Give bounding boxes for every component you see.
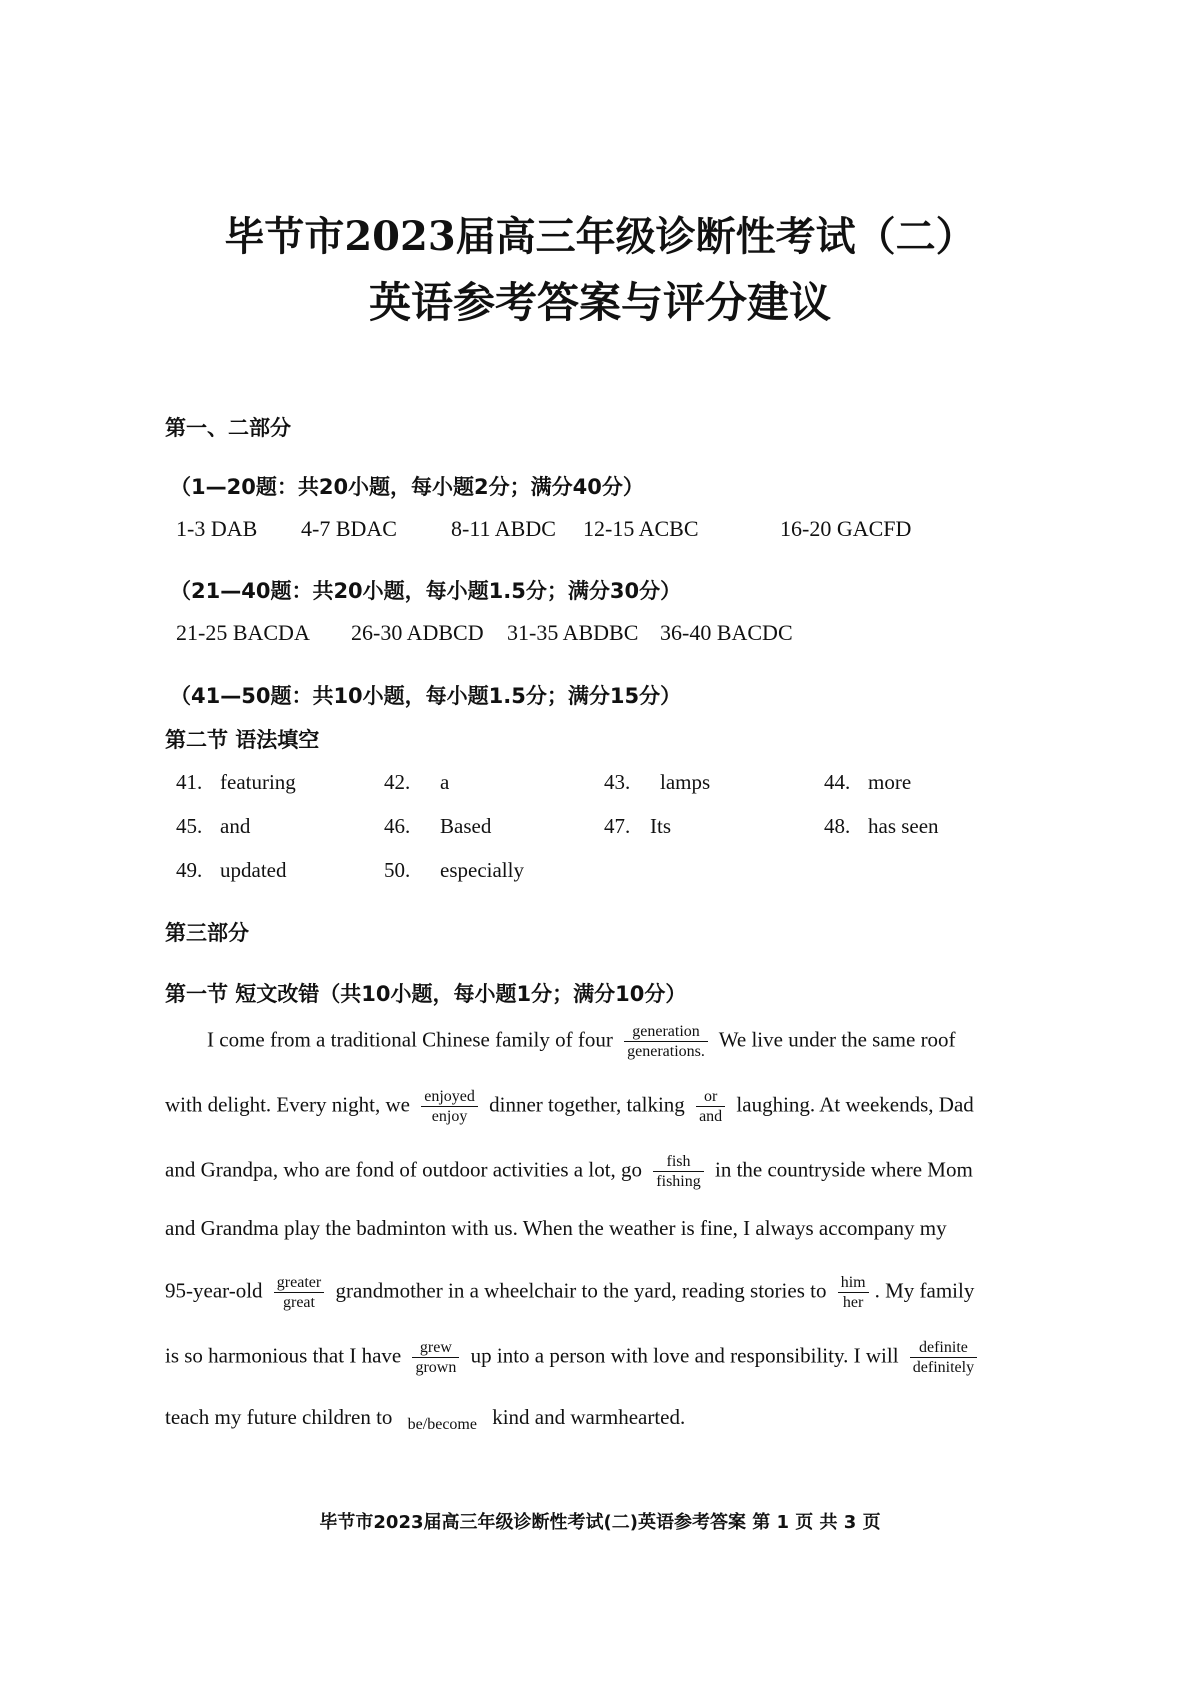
grammar-num: 46. [384,814,411,838]
answer-group: 12-15 ACBC [583,516,699,541]
part3-heading: 第三部分 [165,921,249,945]
correction-mark: $\frac{\text{fish}}{\text{fishing}}$ [653,1152,703,1191]
note-21-40: （21—40题：共20小题，每小题1.5分；满分30分） [170,579,682,603]
correction-mark: $\frac{\text{generation}}{\text{generations.}}$ [624,1022,708,1061]
passage-line: with delight. Every night, we $\frac{\text{enjoyed}}{\text{enjoy}}$ dinner together, talking $\frac{or}{\text{and}}$ laughing. At weekends, Dad [165,1088,974,1125]
passage-line: is so harmonious that I have $\frac{\text{grew}}{\text{grown}}$ up into a person with love and responsibility. I will $\frac{\text{definite}}{\text{definitely}}$ [165,1338,1035,1377]
grammar-answer: has seen [868,814,939,838]
correction-mark: $\frac{\text{him}}{\text{her}}$ [838,1273,869,1312]
grammar-answer: featuring [220,770,296,794]
passage-line: and Grandpa, who are fond of outdoor activities a lot, go $\frac{\text{fish}}{\text{fishing}}$ in the countryside where Mom [165,1153,973,1190]
page-subtitle: 英语参考答案与评分建议 [368,278,831,327]
correction-mark: $\frac{\text{definite}}{\text{definitely}}$ [910,1338,977,1377]
grammar-answer: updated [220,858,287,882]
correction-mark: $\frac{\text{greater}}{\text{great}}$ [274,1273,324,1312]
grammar-num: 43. [604,770,631,794]
passage-line: and Grandma play the badminton with us. When the weather is fine, I always accompany my [165,1216,947,1240]
grammar-num: 47. [604,814,631,838]
grammar-answer: a [440,770,450,794]
grammar-num: 41. [176,770,203,794]
note-1-20: （1—20题：共20小题，每小题2分；满分40分） [170,475,644,499]
grammar-heading: 第二节 语法填空 [165,728,320,752]
correction-mark: $\frac{or}{\text{and}}$ [696,1087,725,1126]
part12-heading: 第一、二部分 [165,416,291,440]
grammar-num: 44. [824,770,851,794]
answer-group: 8-11 ABDC [451,516,556,541]
answer-group: 1-3 DAB [176,516,258,541]
insertion-mark: be/become [407,1416,477,1433]
grammar-num: 49. [176,858,203,882]
grammar-num: 42. [384,770,411,794]
grammar-num: 45. [176,814,203,838]
answer-group: 31-35 ABDBC [507,620,639,645]
correction-mark: $\frac{\text{grew}}{\text{grown}}$ [412,1338,459,1377]
answer-group: 21-25 BACDA [176,620,310,645]
passage-line: I come from a traditional Chinese family of four $\frac{\text{generation}}{\text{generations.}}$ We live under the same roof [207,1023,956,1060]
answer-group: 4-7 BDAC [301,516,397,541]
grammar-answer: more [868,770,912,794]
grammar-answer: and [220,814,251,838]
grammar-answer: Its [650,814,671,838]
grammar-answer: especially [440,858,524,882]
grammar-answer: lamps [660,770,711,794]
correction-mark: $\frac{\text{enjoyed}}{\text{enjoy}}$ [421,1087,478,1126]
answer-group: 16-20 GACFD [780,516,912,541]
grammar-num: 48. [824,814,851,838]
page-footer: 毕节市2023届高三年级诊断性考试(二)英语参考答案 第 1 页 共 3 页 [319,1512,881,1533]
grammar-num: 50. [384,858,411,882]
passage-line: teach my future children to be/become kind and warmhearted. [165,1405,686,1433]
answer-group: 26-30 ADBCD [351,620,484,645]
note-41-50: （41—50题：共10小题，每小题1.5分；满分15分） [170,684,682,708]
answer-group: 36-40 BACDC [660,620,793,645]
passage-line: 95-year-old $\frac{\text{greater}}{\text{great}}$ grandmother in a wheelchair to the yard, reading stories to $\frac{\text{him}}{\text{her}}$ . My family [165,1274,975,1311]
page-title: 毕节市2023届高三年级诊断性考试（二） [224,213,976,260]
grammar-answer: Based [440,814,492,838]
error-correction-heading: 第一节 短文改错（共10小题，每小题1分；满分10分） [165,982,687,1006]
